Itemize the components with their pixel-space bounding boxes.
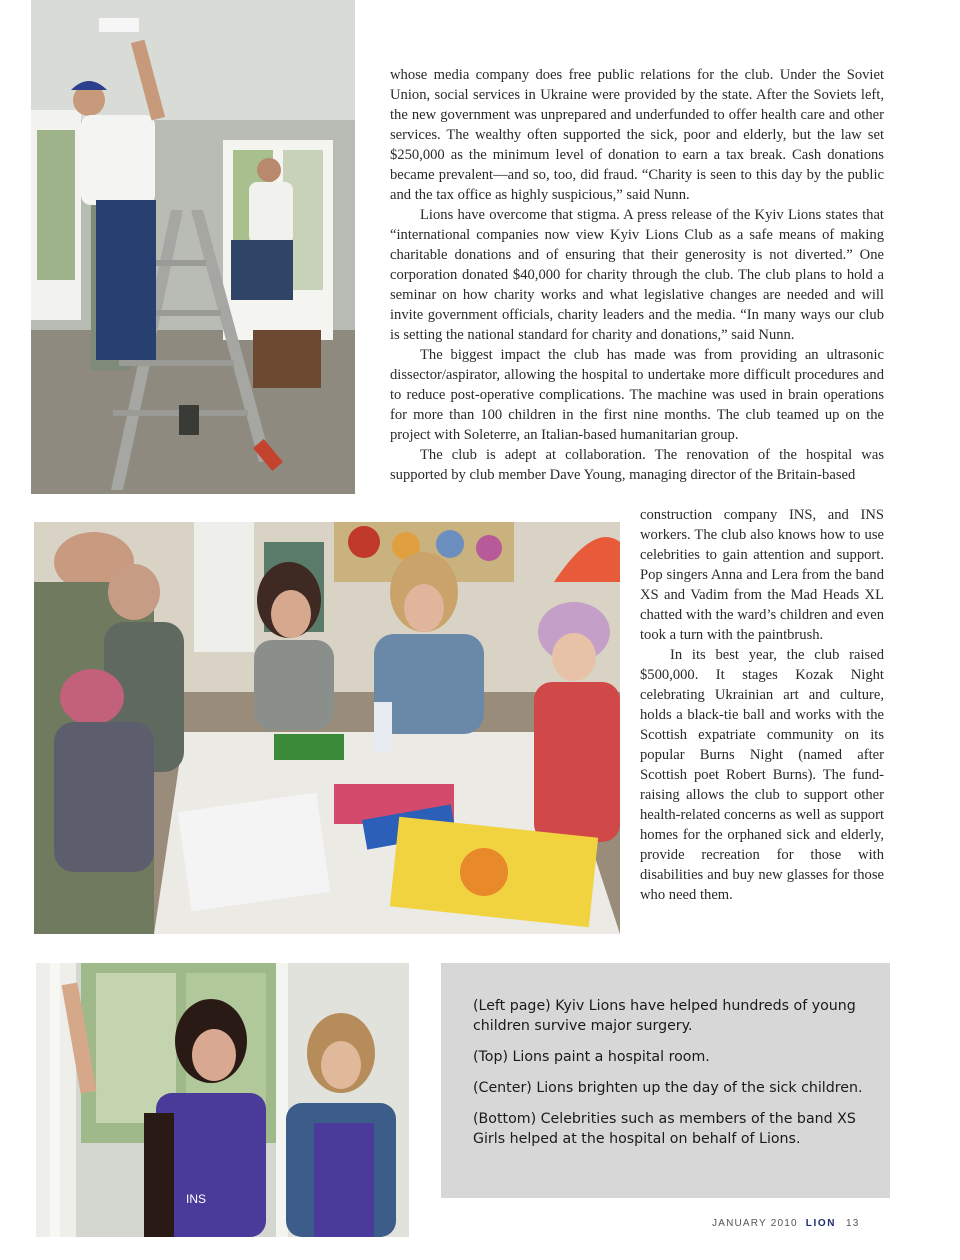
article-paragraph: The club is adept at collaboration. The renovation of the hospital was supported by club member Dave Young, managing director of the Britain-based (390, 447, 884, 483)
caption-center: (Center) Lions brighten up the day of the sick children. (473, 1080, 863, 1096)
article-right-column (640, 505, 884, 905)
article-paragraph: The biggest impact the club has made was from providing an ultrasonic dissector/aspirator, allowing the hospital to undertake more difficult procedures and to reduce post-operative complications. The machine was used in brain operations for more than 100 children in the first nine months. The club teamed up on the project with Soleterre, an Italian-based humanitarian group. (390, 347, 884, 443)
article-paragraph: construction company INS, and INS workers. The club also knows how to use celebrities to gain attention and support. Pop singers Anna and Lera from the band XS and Vadim from the Mad Heads XL chatted with the ward’s children and even took a turn with the paintbrush. (640, 507, 884, 643)
caption-bottom: (Bottom) Celebrities such as members of the band XS Girls helped at the hospital on behalf of Lions. (473, 1111, 856, 1147)
apron-logo: INS (186, 1192, 207, 1206)
page-footer (712, 1218, 882, 1229)
photo-painting-room (31, 0, 355, 494)
article-paragraph: whose media company does free public relations for the club. Under the Soviet Union, social services in Ukraine were provided by the state. After the Soviets left, the new government was unprepared and underfunded to offer health care and other services. The wealthy often supported the sick, poor and elderly, but the law set $250,000 as the minimum level of donation to earn a tax break. Cash donations became prevalent—and so, too, did fraud. “Charity is seen to this day by the public and the tax office as highly suspicious,” said Nunn. (390, 67, 884, 203)
photo-children-drawing (34, 522, 620, 934)
caption-list (473, 996, 873, 1160)
article-paragraph: Lions have overcome that stigma. A press release of the Kyiv Lions states that “international companies now view Kyiv Lions Club as a safe means of making charitable donations and of ensuring that their generosity is not diverted.” One corporation donated $40,000 for charity through the club. The club plans to hold a seminar on how charity works and what legislative changes are needed and will invite government officials, charity leaders and the media. “In many ways our club is setting the national standard for charity and donations,” said Nunn. (390, 207, 884, 343)
issue-date: JANUARY 2010 (712, 1218, 798, 1229)
magazine-name: LION (805, 1218, 837, 1229)
page-number: 13 (846, 1218, 860, 1229)
photo-celebrities-painting (36, 963, 409, 1237)
caption-top: (Top) Lions paint a hospital room. (473, 1049, 710, 1065)
article-top-column (390, 65, 884, 485)
caption-left-page: (Left page) Kyiv Lions have helped hundreds of young children survive major surgery. (473, 998, 856, 1034)
article-paragraph: In its best year, the club raised $500,000. It stages Kozak Night celebrating Ukrainian art and culture, holds a black-tie ball and works with the Scottish expatriate community on its popular Burns Night (named after Scottish poet Robert Burns). The fund-raising allows the club to support other health-related concerns as well as support homes for the orphaned sick and elderly, provide recreation for those with disabilities and buy new glasses for those who need them. (640, 647, 884, 903)
caption-box (441, 963, 890, 1198)
